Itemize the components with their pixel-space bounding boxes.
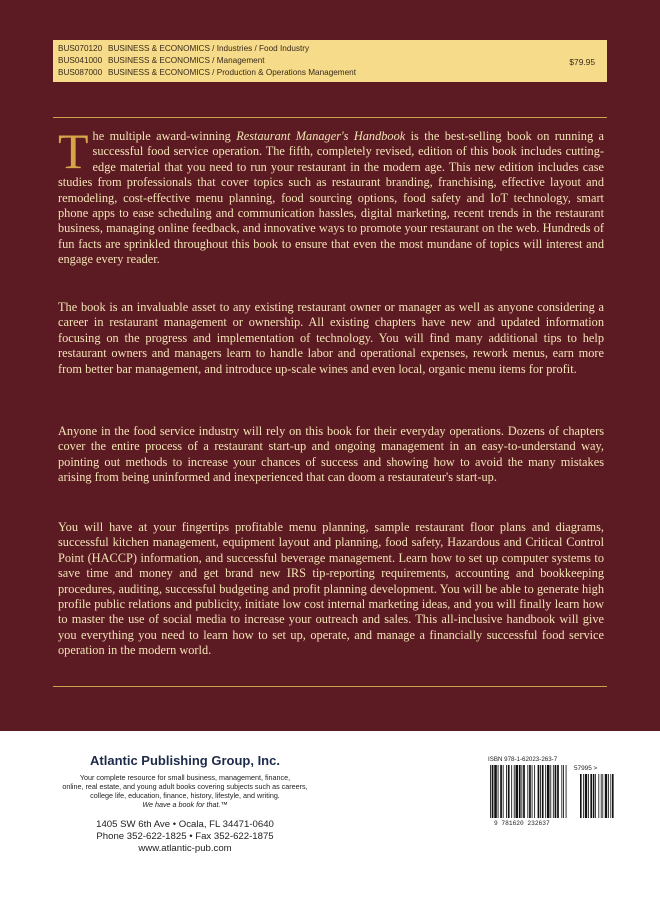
publisher-footer <box>0 731 660 904</box>
paragraph-2: The book is an invaluable asset to any existing restaurant owner or manager as well as anyone considering a career in restaurant management or ownership. All existing chapters have new and updated information focusing on the progress and implementation of technology. You will find many additional tips to help restaurant owners and managers learn to handle labor and operational expenses, rework menus, earn more from better bar management, and introduce up-scale wines and even local, organic menu items for profit. <box>58 300 604 376</box>
publisher-contact <box>60 819 310 856</box>
category-row <box>58 68 356 77</box>
isbn-label: ISBN 978-1-62023-263-7 <box>488 756 558 763</box>
publisher-website: www.atlantic-pub.com <box>138 843 232 855</box>
category-row <box>58 44 309 53</box>
category-label: BUSINESS & ECONOMICS / Management <box>108 56 265 65</box>
isbn-barcode <box>488 756 618 831</box>
paragraph-1-text-cont: is the best-selling book on running a successful food service operation. The fifth, completely revised, edition of this book includes cutting-edge material that you need to run your restaurant in the modern age. This new edition includes case studies from professionals that cover topics such as restaurant branding, franchising, effective layout and remodeling, cost-effective menu planning, food sourcing options, food safety and IoT technology, smart phone apps to ease scheduling and communication hassles, digital marketing, recent trends in the restaurant business, managing online feedback, and innovative ways to promote your restaurant on the web. Hundreds of fun facts are sprinkled throughout this book to ensure that even the most mundane of topics will interest and engage every reader. <box>58 129 605 267</box>
top-divider <box>53 117 607 118</box>
publisher-tagline: We have a book for that.™ <box>142 800 228 809</box>
publisher-phone: Phone 352-622-1825 • Fax 352-622-1875 <box>96 831 274 843</box>
category-code: BUS087000 <box>58 68 103 77</box>
paragraph-1-text: he multiple award-winning <box>92 129 237 143</box>
bottom-divider <box>53 686 607 687</box>
paragraph-1 <box>58 123 605 268</box>
barcode-price-code: 57995 > <box>574 765 598 772</box>
category-label: BUSINESS & ECONOMICS / Production & Operations Management <box>108 68 356 77</box>
publisher-description: Your complete resource for small business, management, finance, online, real estate, and young adult books covering subjects such as careers, college life, education, finance, history, lifestyle, and writing. We have a book for that.™ <box>60 773 310 809</box>
category-code: BUS070120 <box>58 44 103 53</box>
price-label: $79.95 <box>569 57 595 67</box>
category-row <box>58 56 265 65</box>
barcode-digits: 9 781620 232637 <box>494 820 550 827</box>
publisher-address: 1405 SW 6th Ave • Ocala, FL 34471-0640 <box>96 819 274 830</box>
book-title: Restaurant Manager's Handbook <box>236 129 406 143</box>
paragraph-3: Anyone in the food service industry will rely on this book for their everyday operations. Dozens of chapters cover the entire process of a restaurant start-up and ongoing management in an easy-to-understand way, pointing out methods to increase your chances of success and showing how to avoid the many mistakes arising from being uninformed and inexperienced that can doom a restaurateur's start-up. <box>58 424 604 485</box>
category-label: BUSINESS & ECONOMICS / Industries / Food Industry <box>108 44 310 53</box>
category-code: BUS041000 <box>58 56 103 65</box>
barcode-bars <box>488 765 618 820</box>
publisher-name: Atlantic Publishing Group, Inc. <box>90 753 280 768</box>
category-bar <box>53 40 607 82</box>
drop-cap: T <box>58 123 89 179</box>
paragraph-4: You will have at your fingertips profitable menu planning, sample restaurant floor plans and diagrams, successful kitchen management, equipment layout and planning, food safety, Hazardous and Critical Control Point (HACCP) information, and successful beverage management. Learn how to set up computer systems to save time and money and get brand new IRS tip-reporting requirements, accounting and bookkeeping procedures, auditing, successful budgeting and profit planning development. You will be able to generate high profile public relations and publicity, initiate low cost internal marketing ideas, and you will finally learn how to master the use of social media to increase your outreach and sales. This all-inclusive handbook will give you everything you need to learn how to set up, operate, and manage a financially successful food service operation in the modern world. <box>58 520 604 658</box>
